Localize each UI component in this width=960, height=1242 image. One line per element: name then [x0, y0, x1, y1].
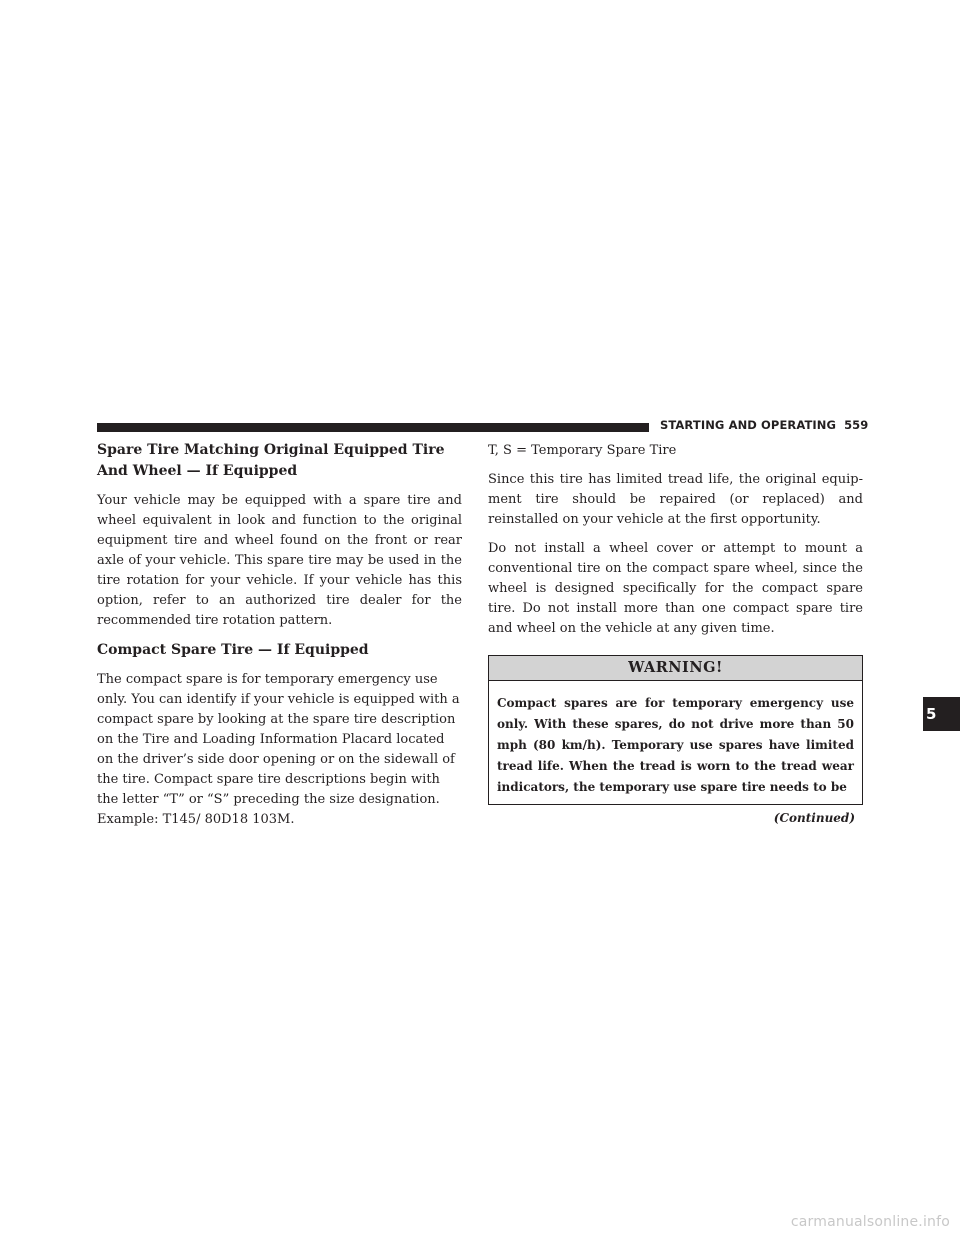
right-column — [488, 440, 863, 825]
page-number: 559 — [844, 418, 869, 432]
paragraph-compact-spare: The compact spare is for temporary emergency use only. You can identify if your vehicle is equipped with a compact spare by looking at the spare tire description on the Tire and Loading Information Placard located on the driver’s side door opening or on the sidewall of the tire. Compact spare tire descriptions begin with the letter “T” or “S” preceding the size designation. Example: T145/ 80D18 103M. — [97, 672, 460, 827]
heading-spare-tire-matching: Spare Tire Matching Original Equipped Tire And Wheel — If Equipped — [97, 442, 445, 479]
watermark: carmanualsonline.info — [790, 1214, 950, 1230]
continued-label: (Continued) — [773, 811, 855, 825]
section-title: STARTING AND OPERATING — [660, 418, 837, 432]
paragraph-spare-matching: Your vehicle may be equipped with a spare tire and wheel equivalent in look and function to the original equipment tire and wheel found on the front or rear axle of your vehicle. This spare tire may be used in the tire rotation for your vehicle. If your vehicle has this option, refer to an authorized tire dealer for the recommended tire rotation pattern. — [97, 493, 462, 628]
heading-compact-spare: Compact Spare Tire — If Equipped — [97, 642, 369, 658]
header-rule — [97, 423, 649, 432]
warning-body: Compact spares are for temporary emergency use only. With these spares, do not drive more than 50 mph (80 km/h). Temporary use spares have limited tread life. When the tread is worn to the tread wear indicators, the temporary use spare tire needs to be — [497, 696, 854, 794]
paragraph-wheel-cover: Do not install a wheel cover or attempt to mount a conventional tire on the compact spare wheel, since the wheel is designed specifically for the compact spare tire. Do not install more than one compact spare tire and wheel on the vehicle at any given time. — [488, 541, 863, 636]
paragraph-temporary-spare: T, S = Temporary Spare Tire — [488, 443, 677, 458]
warning-title: WARNING! — [489, 656, 862, 681]
paragraph-tread-life: Since this tire has limited tread life, the original equip- ment tire should be repaired (or replaced) and reinstalled on your vehicle at the first opportunity. — [488, 472, 863, 527]
running-header — [660, 418, 869, 432]
left-column — [97, 440, 462, 830]
warning-box — [488, 655, 863, 805]
chapter-tab: 5 — [923, 697, 960, 731]
